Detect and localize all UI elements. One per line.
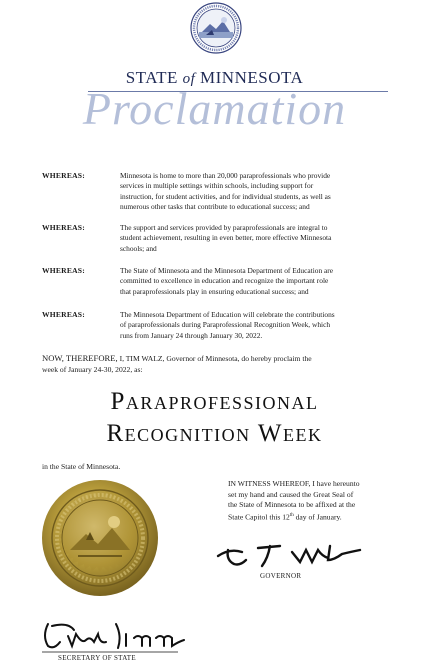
governor-signature xyxy=(210,536,370,570)
whereas-label: WHEREAS: xyxy=(42,223,85,232)
proclamation-title-line-1: Paraprofessional xyxy=(110,388,319,415)
state-of: of xyxy=(182,71,196,87)
proclamation-title-line-2: Recognition Week xyxy=(106,420,323,447)
whereas-label: WHEREAS: xyxy=(42,171,85,180)
whereas-paragraph xyxy=(120,310,382,341)
secretary-label: SECRETARY OF STATE xyxy=(58,654,136,662)
text-line: Minnesota is home to more than 20,000 paraprofessionals who provide xyxy=(120,171,331,180)
text-line: The support and services provided by paraprofessionals are integral to xyxy=(120,223,328,232)
text-line: instruction, for student activities, and for individual students, as well as xyxy=(120,191,331,201)
text-line: numerous other tasks that contribute to educational success; and xyxy=(120,201,310,211)
state-name: MINNESOTA xyxy=(200,68,304,87)
witness-date-sup: th xyxy=(289,512,294,518)
text-line: of paraprofessionals during Paraprofessional Recognition Week, which xyxy=(120,320,331,330)
whereas-label: WHEREAS: xyxy=(42,266,85,275)
witness-paragraph xyxy=(228,479,413,523)
proclamation-heading: Proclamation xyxy=(82,83,347,134)
text-line: The Minnesota Department of Education will celebrate the contributions xyxy=(120,310,335,319)
text-line: schools; and xyxy=(120,243,157,253)
text-line: that paraprofessionals play in ensuring educational success; and xyxy=(120,286,309,296)
governor-label: GOVERNOR xyxy=(260,572,302,580)
text-line: IN WITNESS WHEREOF, I have hereunto xyxy=(228,479,360,488)
now-therefore-lead: NOW, THEREFORE, xyxy=(42,353,118,363)
great-seal-icon xyxy=(190,2,242,54)
text-line xyxy=(42,353,382,364)
text-line: services in multiple settings within schools, including support for xyxy=(120,181,314,191)
now-therefore-rest: I, TIM WALZ, Governor of Minnesota, do hereby proclaim the xyxy=(117,354,312,363)
witness-date-post: day of January. xyxy=(293,512,342,522)
in-state-text: in the State of Minnesota. xyxy=(42,462,121,471)
text-line: runs from January 24 through January 30, 2022. xyxy=(120,330,263,340)
whereas-paragraph xyxy=(120,223,382,254)
witness-date-pre: State Capitol this 12 xyxy=(228,512,290,522)
state-prefix: STATE xyxy=(125,68,178,87)
whereas-label: WHEREAS: xyxy=(42,310,85,319)
secretary-signature xyxy=(38,616,188,654)
gold-seal-icon xyxy=(36,474,164,602)
text-line: set my hand and caused the Great Seal of xyxy=(228,489,354,499)
text-line: committed to excellence in education and recognize the important role xyxy=(120,276,329,286)
text-line xyxy=(228,511,413,523)
text-line: week of January 24-30, 2022, as: xyxy=(42,365,143,374)
text-line: The State of Minnesota and the Minnesota Department of Education are xyxy=(120,266,334,275)
whereas-paragraph xyxy=(120,171,382,212)
text-line: the State of Minnesota to be affixed at the xyxy=(228,500,356,510)
now-therefore-paragraph xyxy=(42,353,382,375)
text-line: student achievement, resulting in even better, more effective Minnesota xyxy=(120,233,332,243)
whereas-paragraph xyxy=(120,266,382,297)
